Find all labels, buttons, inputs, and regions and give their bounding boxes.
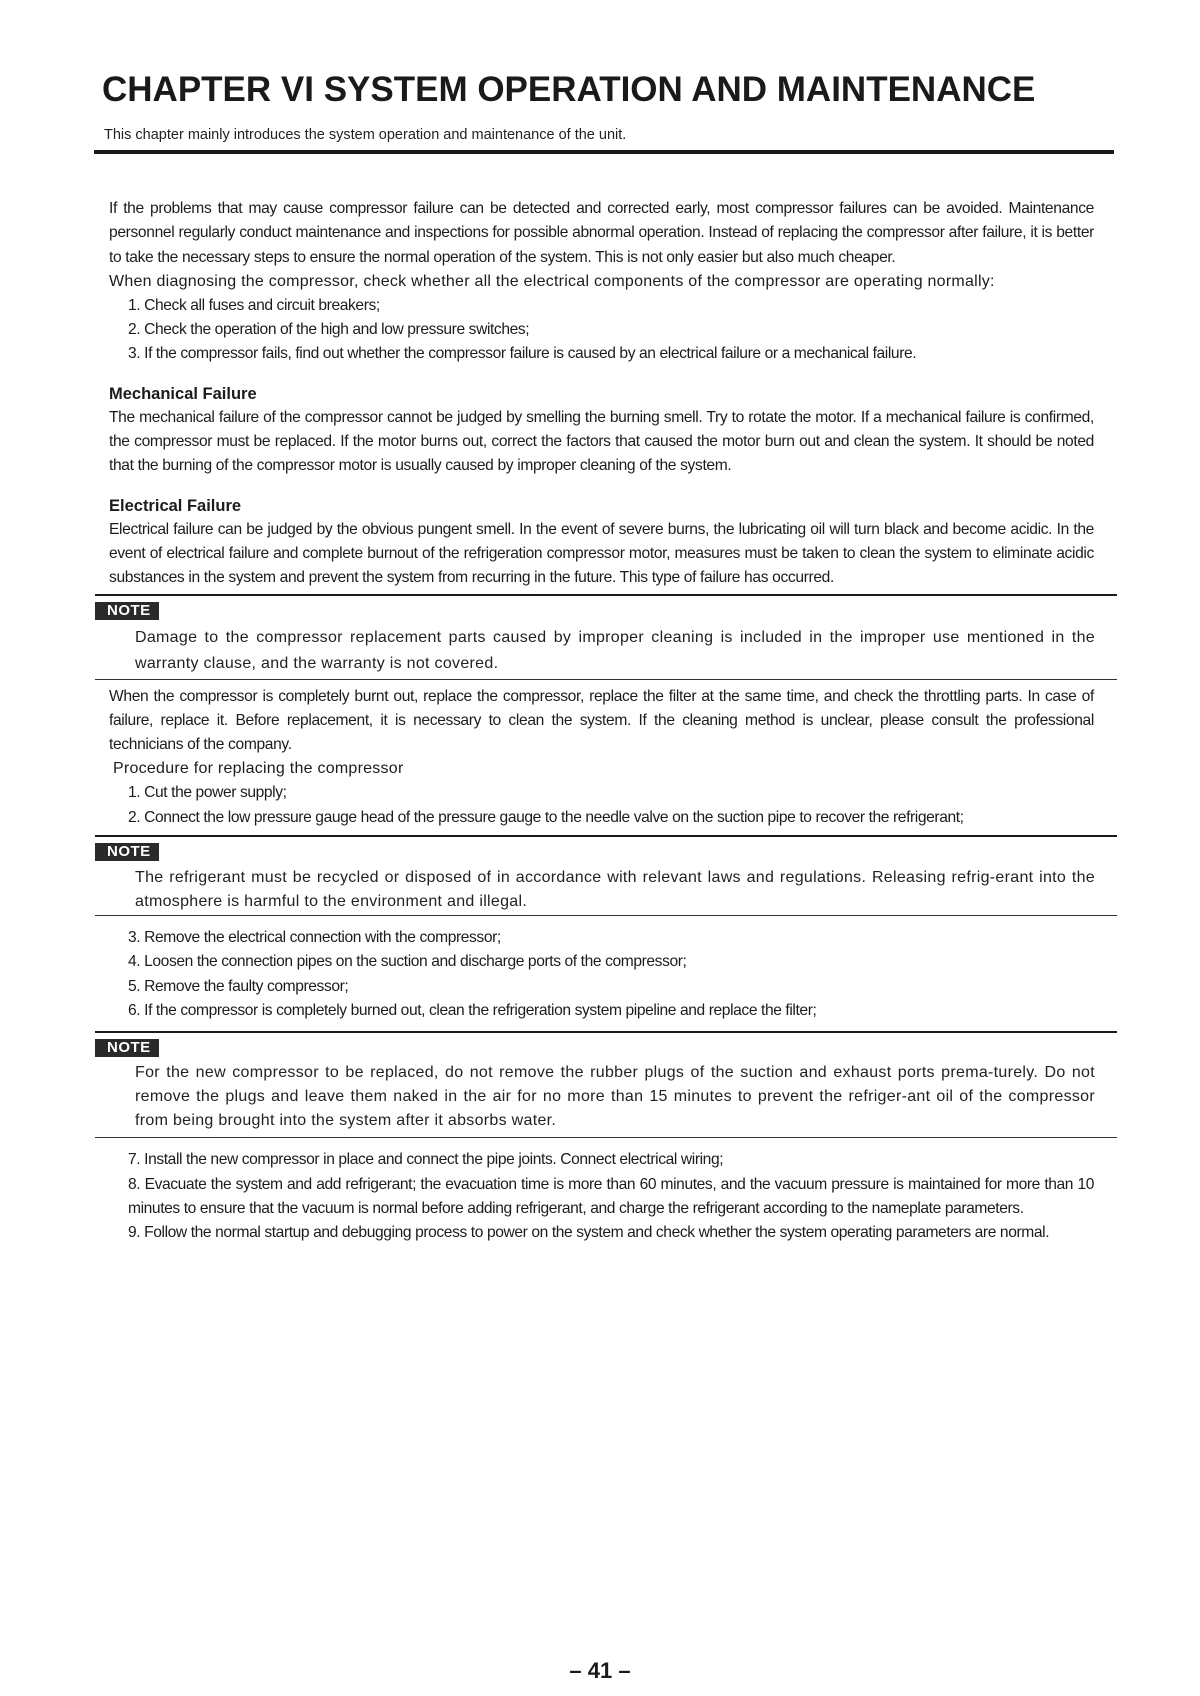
main-content bbox=[109, 197, 1094, 1245]
note-top-rule bbox=[95, 835, 1117, 837]
title-divider bbox=[94, 150, 1114, 154]
diagnosis-lead: When diagnosing the compressor, check whether all the electrical components of the compressor are operating normally: bbox=[109, 272, 995, 290]
note-top-rule bbox=[95, 594, 1117, 596]
electrical-failure-text: Electrical failure can be judged by the obvious pungent smell. In the event of severe burns, the lubricating oil will turn black and become acidic. In the event of electrical failure and complete burnout of the refrigeration compressor motor, measures must be taken to clean the system to eliminate acidic substances in the system and prevent the system from recurring in the future. This type of failure has occurred. bbox=[109, 520, 1094, 587]
list-item: 3. If the compressor fails, find out whether the compressor failure is caused by an electrical failure or a mechanical failure. bbox=[128, 345, 917, 363]
burnout-paragraph: When the compressor is completely burnt out, replace the compressor, replace the filter at the same time, and check the throttling parts. In case of failure, replace it. Before replacement, it is necessary to clean the system. If the cleaning method is unclear, please consult the professional technicians of the company. bbox=[109, 687, 1094, 754]
note-bottom-rule bbox=[95, 679, 1117, 680]
note-label: NOTE bbox=[95, 602, 159, 620]
chapter-subtitle: This chapter mainly introduces the system operation and maintenance of the unit. bbox=[104, 127, 627, 143]
note-text: Damage to the compressor replacement parts caused by improper cleaning is included in the improper use mentioned in the warranty clause, and the warranty is not covered. bbox=[135, 628, 1095, 672]
note-label: NOTE bbox=[95, 1039, 159, 1057]
note-bottom-rule bbox=[95, 1137, 1117, 1138]
intro-paragraph: If the problems that may cause compressor failure can be detected and corrected early, most compressor failures can be avoided. Maintenance personnel regularly conduct maintenance and inspections for possible abnormal operation. Instead of replacing the compressor after failure, it is better to take the necessary steps to ensure the normal operation of the system. This is not only easier but also much cheaper. bbox=[109, 200, 1094, 266]
list-item: 4. Loosen the connection pipes on the suction and discharge ports of the compressor; bbox=[128, 953, 687, 971]
chapter-title: CHAPTER VI SYSTEM OPERATION AND MAINTENANCE bbox=[102, 70, 1036, 109]
list-item: 2. Check the operation of the high and low pressure switches; bbox=[128, 321, 530, 339]
list-item: 7. Install the new compressor in place and connect the pipe joints. Connect electrical wiring; bbox=[128, 1151, 724, 1169]
note-label: NOTE bbox=[95, 843, 159, 861]
list-item: 2. Connect the low pressure gauge head of the pressure gauge to the needle valve on the suction pipe to recover the refrigerant; bbox=[128, 808, 964, 826]
note-box-refrigerant bbox=[95, 835, 1117, 916]
note-box-warranty bbox=[95, 594, 1117, 680]
note-box-rubber-plugs bbox=[95, 1031, 1117, 1138]
mechanical-failure-text: The mechanical failure of the compressor cannot be judged by smelling the burning smell. Try to rotate the motor. If a mechanical failure is confirmed, the compressor must be replaced. If the motor burns out, correct the factors that caused the motor burn out and clean the system. It should be noted that the burning of the compressor motor is usually caused by improper cleaning of the system. bbox=[109, 408, 1094, 475]
note-bottom-rule bbox=[95, 915, 1117, 916]
list-item: 1. Check all fuses and circuit breakers; bbox=[128, 296, 380, 314]
diagnosis-checklist bbox=[109, 294, 1094, 367]
list-item: 6. If the compressor is completely burned out, clean the refrigeration system pipeline and replace the filter; bbox=[128, 1001, 817, 1019]
electrical-failure-heading: Electrical Failure bbox=[109, 496, 242, 515]
procedure-title: Procedure for replacing the compressor bbox=[113, 760, 404, 778]
mechanical-failure-heading: Mechanical Failure bbox=[109, 384, 257, 403]
list-item: 5. Remove the faulty compressor; bbox=[128, 977, 349, 995]
procedure-steps-part-2 bbox=[109, 926, 1094, 1023]
list-item: 3. Remove the electrical connection with the compressor; bbox=[128, 929, 501, 947]
list-item: 9. Follow the normal startup and debugging process to power on the system and check whether the system operating parameters are normal. bbox=[128, 1224, 1050, 1242]
note-top-rule bbox=[95, 1031, 1117, 1033]
list-item: 1. Cut the power supply; bbox=[128, 784, 287, 802]
procedure-steps-part-1 bbox=[109, 781, 1094, 830]
procedure-steps-part-3 bbox=[109, 1148, 1094, 1245]
list-item: 8. Evacuate the system and add refrigerant; the evacuation time is more than 60 minutes, and the vacuum pressure is maintained for more than 10 minutes to ensure that the vacuum is normal before adding refrigerant, and charge the refrigerant according to the nameplate parameters. bbox=[128, 1175, 1094, 1217]
note-text: For the new compressor to be replaced, do not remove the rubber plugs of the suction and exhaust ports prema-turely. Do not remove the plugs and leave them naked in the air for no more than 15 minutes to prevent the refriger-ant oil of the compressor from being brought into the system after it absorbs water. bbox=[135, 1064, 1095, 1130]
page-number: – 41 – bbox=[569, 1658, 631, 1683]
note-text: The refrigerant must be recycled or disposed of in accordance with relevant laws and regulations. Releasing refrig-erant into the atmosphere is harmful to the environment and illegal. bbox=[135, 869, 1095, 911]
